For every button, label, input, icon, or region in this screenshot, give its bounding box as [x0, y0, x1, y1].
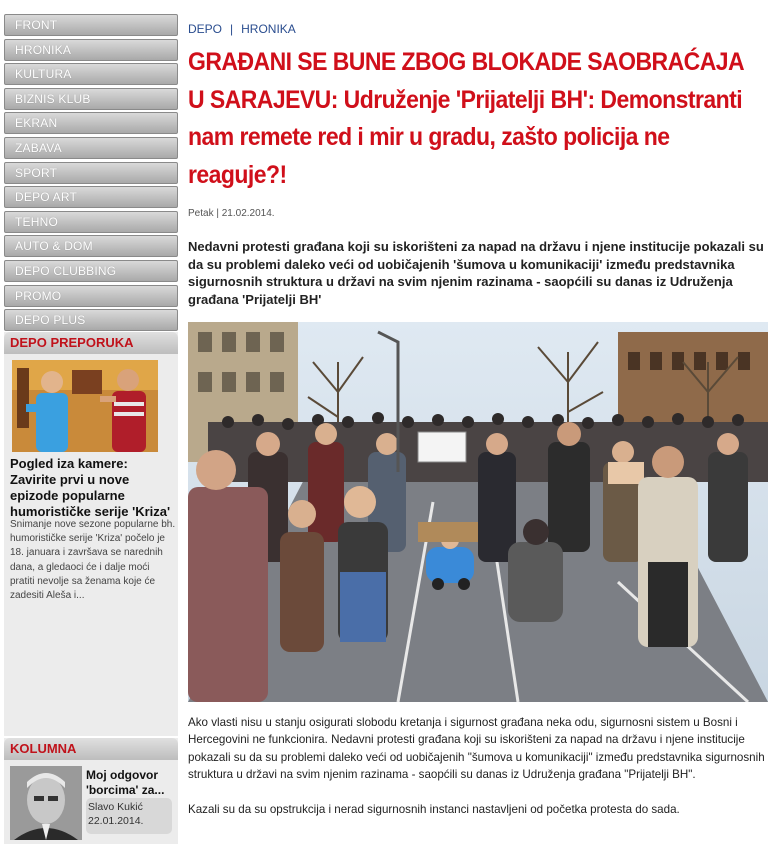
nav-item-front[interactable]: FRONT [4, 14, 178, 36]
nav-item-biznis-klub[interactable]: BIZNIS KLUB [4, 88, 178, 110]
kolumna-title: KOLUMNA [4, 738, 178, 760]
nav-item-kultura[interactable]: KULTURA [4, 63, 178, 85]
nav-item-depo-art[interactable]: DEPO ART [4, 186, 178, 208]
article-lead: Nedavni protesti građana koji su iskorišteni za napad na državu i njene institucije pokazali su da su problemi daleko veći od uobičajenih 'šumova u komunikaciji' između predstavnika sigurnosnih struktura u državi na svim njenim razinama - saopćili su danas iz Udruženja građana 'Prijatelji BH' [188, 239, 764, 307]
kolumna-headline-link[interactable]: Moj odgovor 'borcima' za... [86, 768, 165, 797]
depo-preporuka-box [4, 332, 178, 736]
kolumna-author: Slavo Kukić [88, 801, 143, 813]
article-paragraph: Ako vlasti nisu u stanju osigurati slobodu kretanja i sigurnost građana neka odu, sigurnosni sistem u Bosni i Hercegovini ne funkcionira. Nedavni protesti građana koji su iskorišteni za napad na državu i njene institucije pokazali su da su problemi daleko veći od uobičajenih "šumova u komunikaciji" između predstavnika sigurnosnih struktura u državi na svim njenim razinama - saopćili su danas iz Udruženja građana "Prijatelji BH". [188, 716, 765, 782]
breadcrumb-category[interactable]: HRONIKA [241, 22, 296, 36]
breadcrumb-separator: | [230, 22, 234, 36]
nav-item-depo-plus[interactable]: DEPO PLUS [4, 309, 178, 331]
nav-item-tehno[interactable]: TEHNO [4, 211, 178, 233]
breadcrumb [188, 22, 768, 38]
breadcrumb-section[interactable]: DEPO [188, 22, 223, 36]
preporuka-title: DEPO PREPORUKA [4, 332, 178, 354]
nav-item-sport[interactable]: SPORT [4, 162, 178, 184]
article-photo [188, 322, 768, 702]
preporuka-headline-link[interactable]: Pogled iza kamere: Zavirite prvi u nove epizode popularne humorističke serije 'Kriza' [10, 456, 171, 519]
article-headline: GRAĐANI SE BUNE ZBOG BLOKADE SAOBRAĆAJA U SARAJEVU: Udruženje 'Prijatelji BH': Demonstranti nam remete red i mir u gradu, zašto policija ne reaguje?! [188, 48, 744, 189]
article [188, 22, 768, 816]
kolumna-meta [86, 798, 172, 834]
nav-item-promo[interactable]: PROMO [4, 285, 178, 307]
kolumna-box [4, 738, 178, 844]
columnist-avatar[interactable] [10, 766, 82, 840]
article-date: Petak | 21.02.2014. [188, 208, 275, 219]
sidebar-nav [4, 14, 178, 334]
kolumna-date: 22.01.2014. [88, 815, 144, 827]
nav-item-ekran[interactable]: EKRAN [4, 112, 178, 134]
preporuka-thumbnail[interactable] [12, 360, 158, 452]
nav-item-depo-clubbing[interactable]: DEPO CLUBBING [4, 260, 178, 282]
nav-item-hronika[interactable]: HRONIKA [4, 39, 178, 61]
nav-item-auto-dom[interactable]: AUTO & DOM [4, 235, 178, 257]
article-body [188, 714, 768, 835]
nav-item-zabava[interactable]: ZABAVA [4, 137, 178, 159]
article-paragraph: Kazali su da su opstrukcija i nerad sigurnosnih instanci nastavljeni od početka protesta do sada. [188, 802, 680, 816]
preporuka-teaser: Snimanje nove sezone popularne bh. humorističke serije 'Kriza' počelo je 18. januara i završava se narednih dana, a gledaoci će i dalje moći pratiti nevolje sa ženama koje će zadesiti Aleša i... [10, 519, 176, 602]
